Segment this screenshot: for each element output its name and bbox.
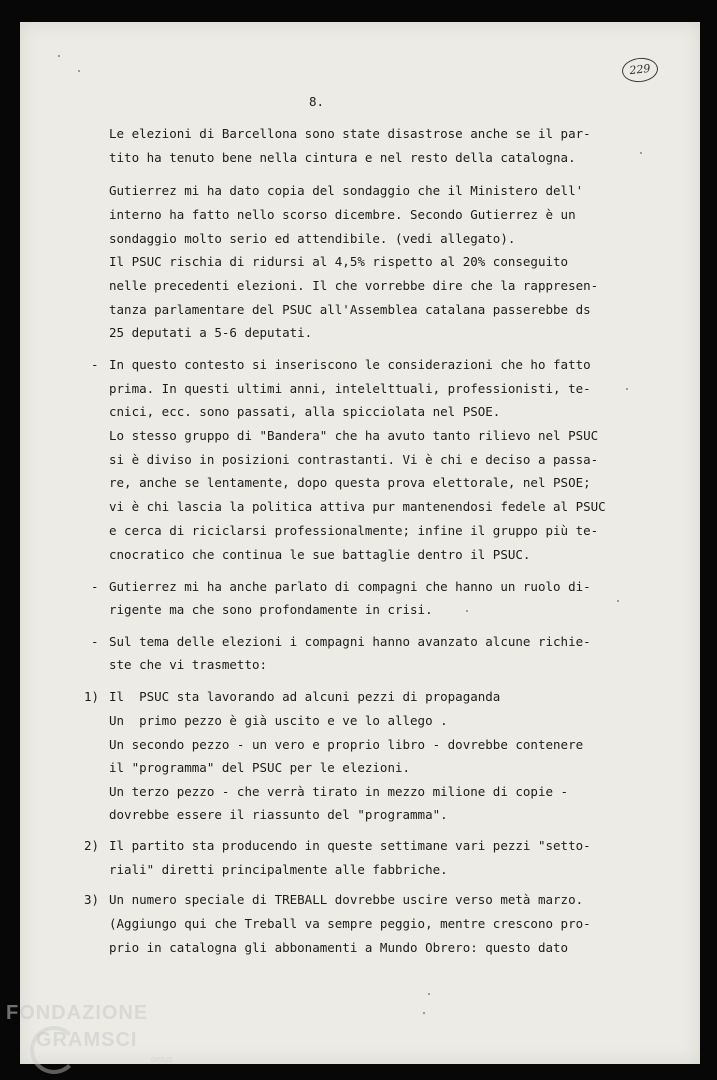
body-line: re, anche se lentamente, dopo questa prova elettorale, nel PSOE;	[109, 475, 591, 490]
body-line: vi è chi lascia la politica attiva pur mantenendosi fedele al PSUC	[109, 499, 606, 514]
watermark-line1: FONDAZIONE	[6, 1002, 149, 1024]
body-line: 25 deputati a 5-6 deputati.	[109, 325, 313, 340]
paper-speck	[626, 388, 628, 390]
body-line: tito ha tenuto bene nella cintura e nel resto della catalogna.	[109, 150, 576, 165]
body-line: Un terzo pezzo - che verrà tirato in mezzo milione di copie -	[109, 784, 569, 799]
list-number: 3)	[84, 892, 100, 907]
list-number: 1)	[84, 689, 100, 704]
body-line: Un primo pezzo è già uscito e ve lo allego .	[109, 713, 448, 728]
body-line: riali" diretti principalmente alle fabbriche.	[109, 862, 448, 877]
body-line: Un secondo pezzo - un vero e proprio libro - dovrebbe contenere	[109, 737, 584, 752]
body-line: dovrebbe essere il riassunto del "programma".	[109, 807, 448, 822]
body-line: cnocratico che continua le sue battaglie dentro il PSUC.	[109, 547, 531, 562]
body-line: Gutierrez mi ha anche parlato di compagni che hanno un ruolo di-	[109, 579, 591, 594]
body-line: tanza parlamentare del PSUC all'Assemblea catalana passerebbe ds	[109, 302, 591, 317]
body-line: Sul tema delle elezioni i compagni hanno avanzato alcune richie-	[109, 634, 591, 649]
body-line: il "programma" del PSUC per le elezioni.	[109, 760, 411, 775]
paper-speck	[423, 1012, 425, 1014]
paper-speck	[58, 55, 60, 57]
body-line: interno ha fatto nello scorso dicembre. Secondo Gutierrez è un	[109, 207, 576, 222]
fondazione-gramsci-watermark	[6, 1002, 196, 1074]
page-number: 8.	[309, 94, 325, 109]
paper-speck	[617, 600, 619, 602]
body-line: si è diviso in posizioni contrastanti. Vi è chi e deciso a passa-	[109, 452, 599, 467]
body-line: Il PSUC sta lavorando ad alcuni pezzi di propaganda	[109, 689, 501, 704]
list-number: 2)	[84, 838, 100, 853]
body-line: Un numero speciale di TREBALL dovrebbe uscire verso metà marzo.	[109, 892, 584, 907]
body-line: nelle precedenti elezioni. Il che vorrebbe dire che la rappresen-	[109, 278, 599, 293]
body-line: Le elezioni di Barcellona sono state disastrose anche se il par-	[109, 126, 591, 141]
body-line: e cerca di riciclarsi professionalmente; infine il gruppo più te-	[109, 523, 599, 538]
body-line: Il PSUC rischia di ridursi al 4,5% rispetto al 20% conseguito	[109, 254, 569, 269]
paper-speck	[640, 152, 642, 154]
body-line: Lo stesso gruppo di "Bandera" che ha avuto tanto rilievo nel PSUC	[109, 428, 599, 443]
watermark-line2: GRAMSCI	[36, 1029, 138, 1051]
paper-speck	[78, 70, 80, 72]
body-line: (Aggiungo qui che Treball va sempre peggio, mentre crescono pro-	[109, 916, 591, 931]
body-line: In questo contesto si inseriscono le considerazioni che ho fatto	[109, 357, 591, 372]
body-line: Il partito sta producendo in queste settimane vari pezzi "setto-	[109, 838, 591, 853]
paper-speck	[428, 993, 430, 995]
body-line: sondaggio molto serio ed attendibile. (vedi allegato).	[109, 231, 516, 246]
body-line: cnici, ecc. sono passati, alla spicciolata nel PSOE.	[109, 404, 501, 419]
list-dash: -	[91, 634, 99, 649]
body-line: Gutierrez mi ha dato copia del sondaggio che il Ministero dell'	[109, 183, 584, 198]
archive-reference-stamp: 229	[621, 56, 659, 84]
body-line: ste che vi trasmetto:	[109, 657, 268, 672]
body-line: rigente ma che sono profondamente in crisi.	[109, 602, 433, 617]
body-line: prio in catalogna gli abbonamenti a Mundo Obrero: questo dato	[109, 940, 569, 955]
document-page	[20, 22, 700, 1064]
list-dash: -	[91, 357, 99, 372]
body-line: prima. In questi ultimi anni, intelelttuali, professionisti, te-	[109, 381, 591, 396]
watermark-suffix: onlus	[151, 1054, 173, 1064]
list-dash: -	[91, 579, 99, 594]
paper-speck	[466, 610, 468, 612]
